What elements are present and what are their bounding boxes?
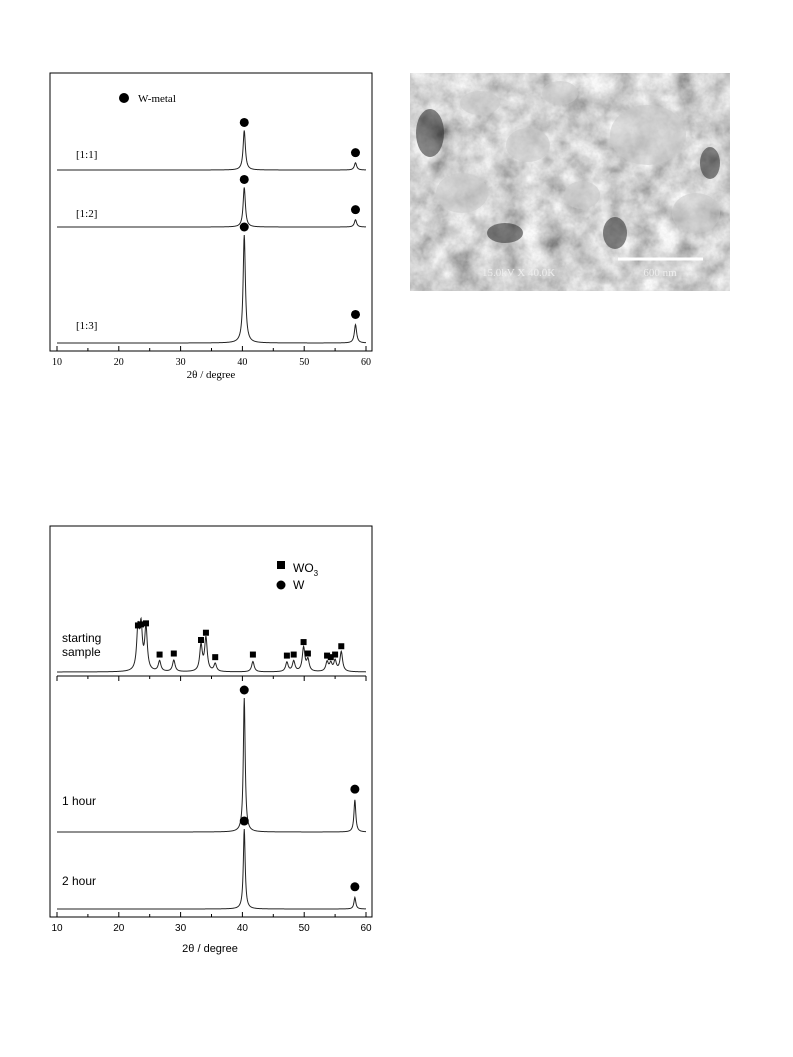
x-tick-label: 30 (175, 357, 186, 368)
x-tick-label: 60 (361, 357, 371, 368)
x-tick-label: 40 (237, 357, 248, 368)
x-tick-label: 20 (113, 923, 125, 934)
series-label: starting sample (62, 631, 102, 659)
sem-micrograph (410, 73, 730, 291)
series-label: [1:1] (76, 149, 98, 161)
series-label: [1:2] (76, 208, 98, 220)
x-tick-label: 30 (175, 923, 187, 934)
peak-marker-circle (240, 223, 249, 232)
series-label: [1:3] (76, 320, 98, 332)
x-tick-label: 10 (52, 357, 62, 368)
legend-label: $WO_3$ (293, 561, 319, 578)
legend-marker-circle (119, 93, 129, 103)
series-line-2 (57, 235, 366, 343)
scale-bar-label: 600 nm (643, 267, 677, 279)
peak-marker-circle (240, 118, 249, 127)
chart-frame (50, 73, 372, 351)
series-line-0 (57, 130, 366, 170)
x-axis (52, 346, 371, 368)
x-axis-title: 2θ / degree (186, 369, 236, 381)
x-tick-label: 20 (113, 357, 124, 368)
legend (119, 93, 176, 105)
series-label: 2 hour (62, 874, 97, 888)
x-tick-label: 10 (51, 923, 63, 934)
peak-marker-circle (351, 205, 360, 214)
series-label: 1 hour (62, 794, 97, 808)
legend-label: W-metal (138, 93, 176, 105)
x-tick-label: 60 (360, 923, 372, 934)
peak-marker-circle (351, 310, 360, 319)
x-tick-label: 40 (236, 923, 248, 934)
series-group (57, 118, 366, 343)
legend-label: W (293, 578, 305, 592)
sem-caption: 15.0kV X 40.0K (482, 267, 556, 279)
series-line-1 (57, 187, 366, 227)
peak-marker-circle (240, 175, 249, 184)
peak-marker-circle (351, 148, 360, 157)
x-axis-title: 2θ / degree (182, 943, 238, 955)
x-tick-label: 50 (298, 923, 310, 934)
x-tick-label: 50 (299, 357, 310, 368)
